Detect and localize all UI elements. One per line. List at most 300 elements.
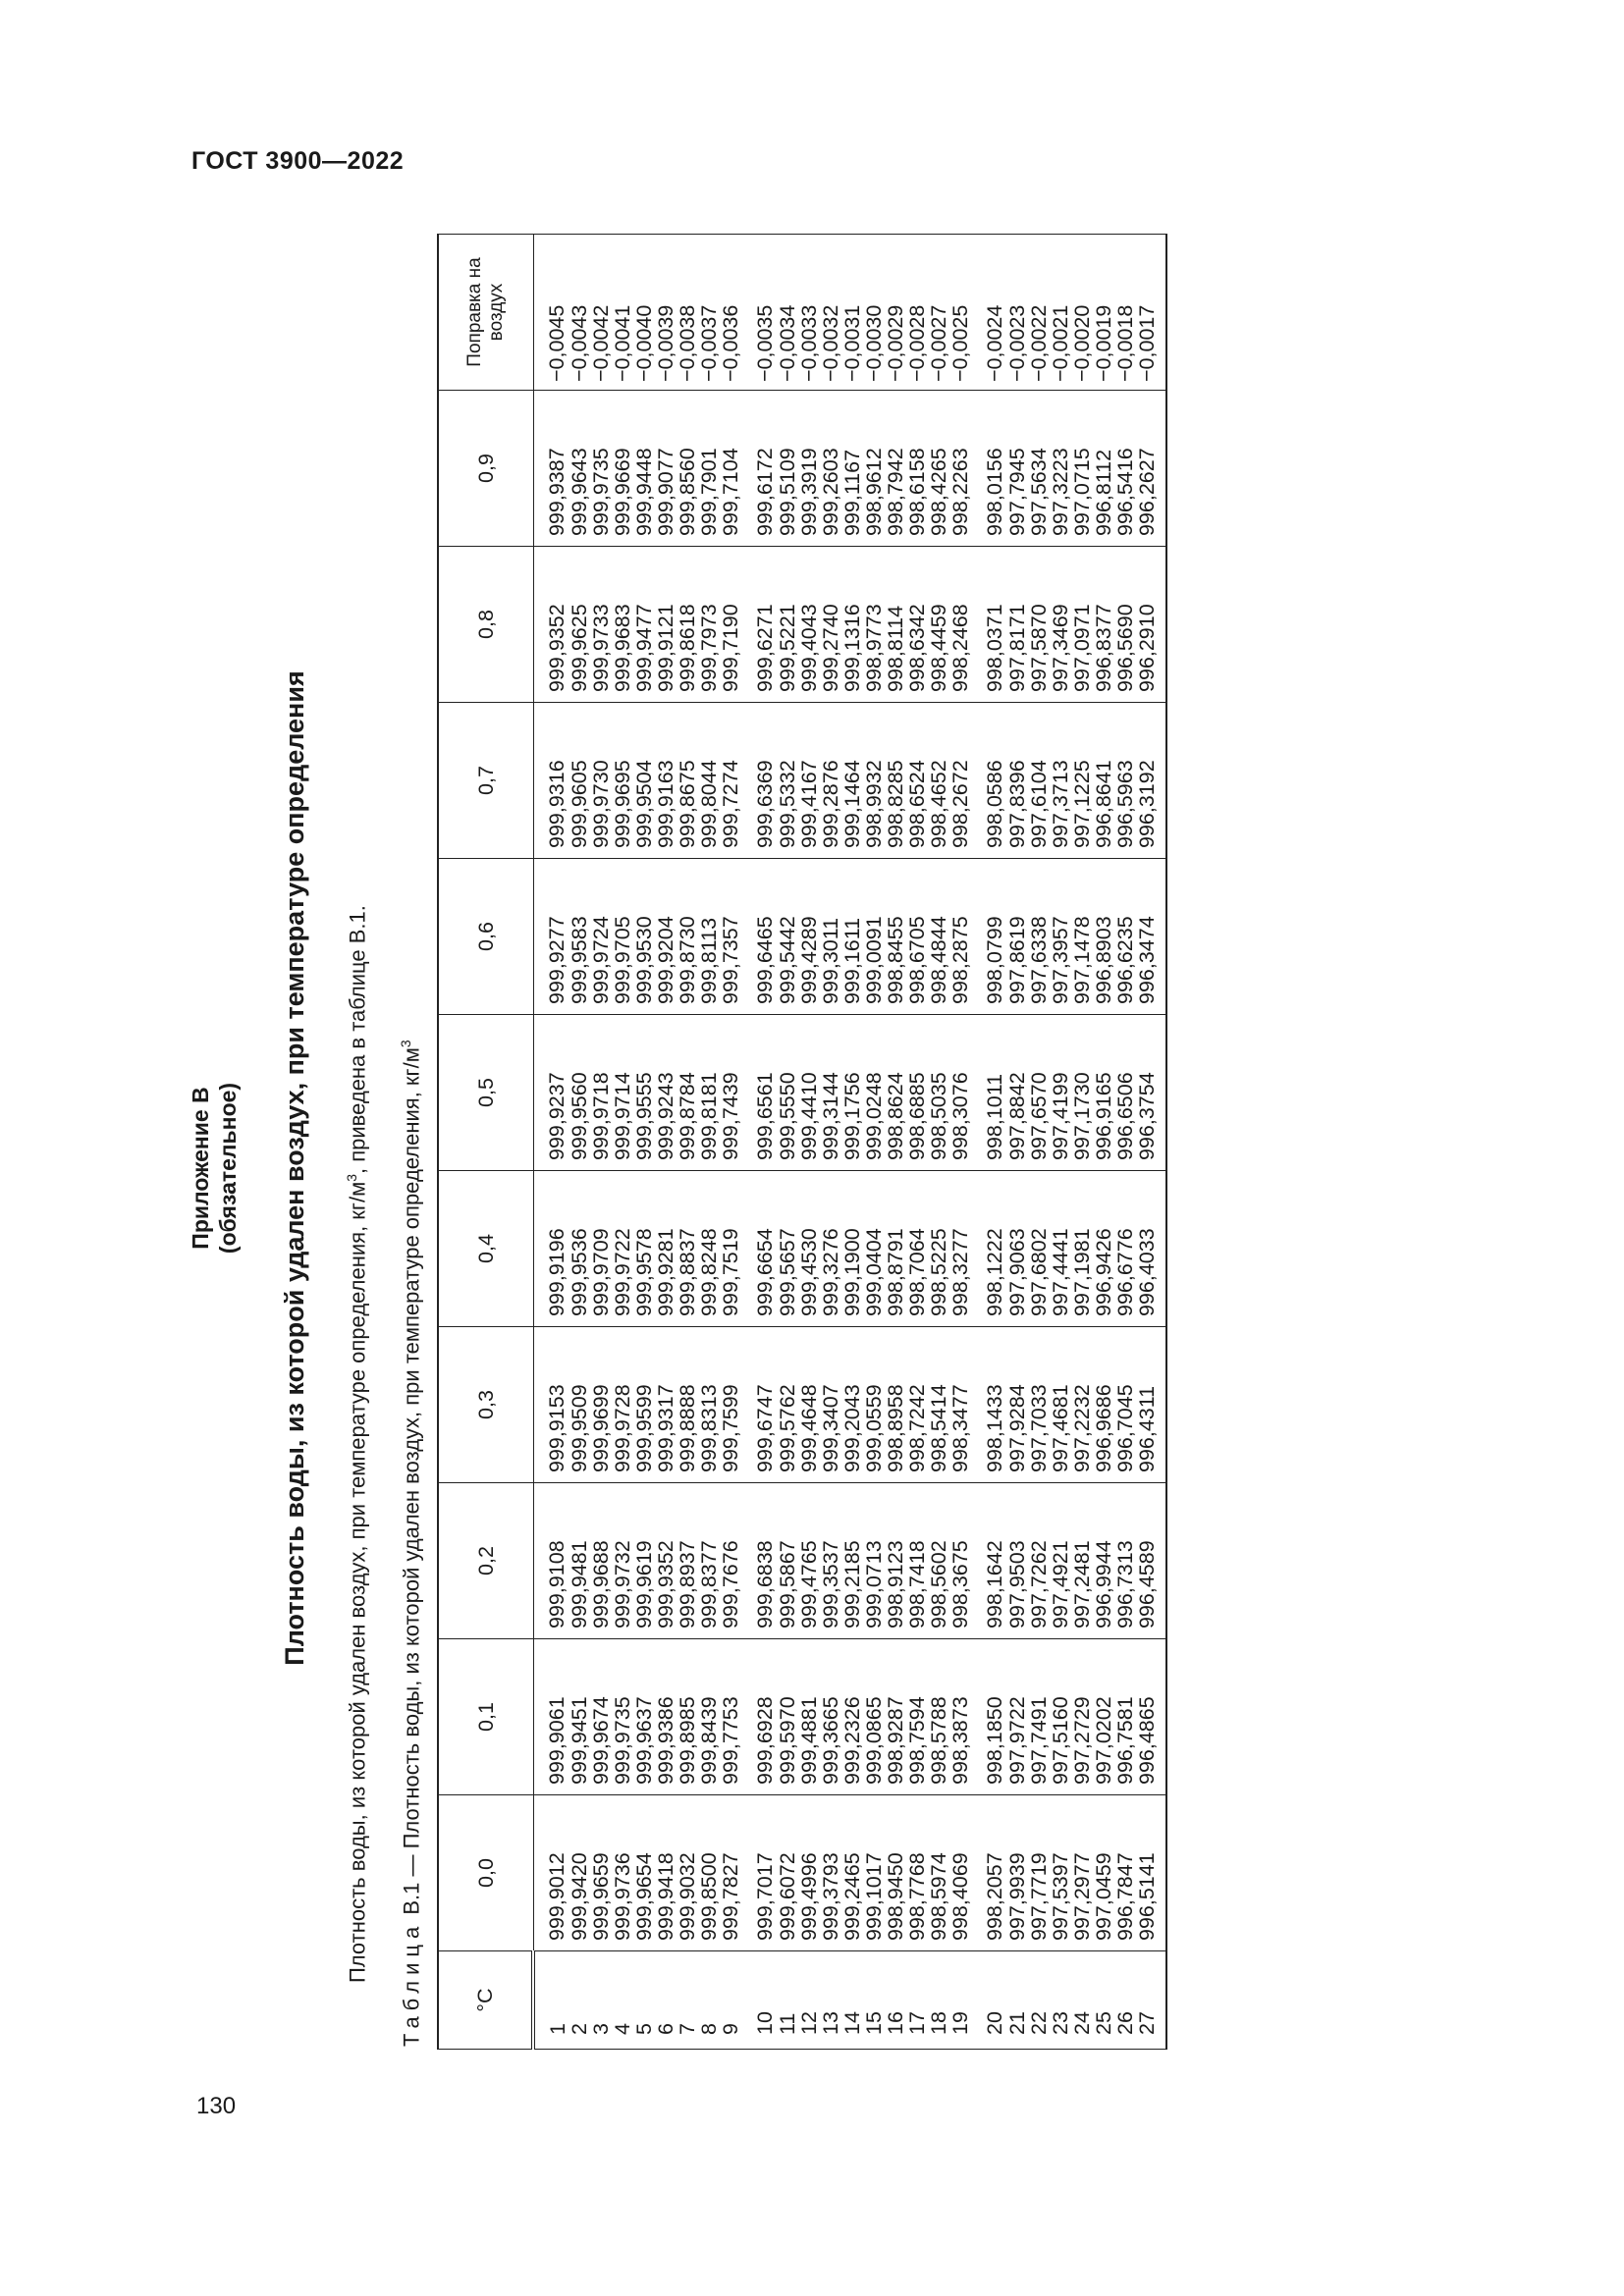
density-cell: 998,1222 bbox=[971, 1171, 1006, 1327]
table-row bbox=[971, 235, 1006, 2050]
density-cell: 999,9481 bbox=[568, 1483, 590, 1639]
density-cell: 998,8455 bbox=[885, 859, 906, 1015]
density-cell: 998,6342 bbox=[906, 547, 928, 703]
density-cell: 999,3919 bbox=[798, 391, 820, 547]
density-cell: 999,1167 bbox=[841, 391, 863, 547]
table-caption-sup: 3 bbox=[398, 1040, 413, 1048]
density-cell: 998,9773 bbox=[863, 547, 885, 703]
density-cell: 999,0865 bbox=[863, 1639, 885, 1795]
density-cell: 996,4865 bbox=[1136, 1639, 1166, 1795]
density-cell: 996,9944 bbox=[1093, 1483, 1114, 1639]
table-body bbox=[533, 235, 1166, 2050]
density-cell: 999,8784 bbox=[677, 1015, 698, 1171]
density-cell: 998,8958 bbox=[885, 1327, 906, 1483]
temperature-cell: 23 bbox=[1050, 1951, 1071, 2050]
density-cell: 996,5416 bbox=[1114, 391, 1136, 547]
density-cell: 999,0091 bbox=[863, 859, 885, 1015]
temperature-cell: 24 bbox=[1071, 1951, 1093, 2050]
density-cell: 998,4265 bbox=[928, 391, 949, 547]
temperature-cell: 22 bbox=[1028, 1951, 1050, 2050]
density-cell: 999,5442 bbox=[777, 859, 798, 1015]
density-cell: 999,5867 bbox=[777, 1483, 798, 1639]
density-cell: 998,8791 bbox=[885, 1171, 906, 1327]
table-header bbox=[438, 235, 533, 2050]
density-cell: 999,6654 bbox=[741, 1171, 777, 1327]
density-cell: 999,8560 bbox=[677, 391, 698, 547]
density-cell: 999,7190 bbox=[720, 547, 741, 703]
density-cell: 999,5550 bbox=[777, 1015, 798, 1171]
density-cell: 998,6524 bbox=[906, 703, 928, 859]
temperature-cell: 3 bbox=[590, 1951, 612, 2050]
density-cell: 999,8044 bbox=[698, 703, 720, 859]
density-cell: 997,8396 bbox=[1006, 703, 1028, 859]
appendix-title: Приложение В bbox=[188, 1087, 213, 1250]
density-cell: 998,0586 bbox=[971, 703, 1006, 859]
density-cell: 999,0559 bbox=[863, 1327, 885, 1483]
density-cell: 999,2740 bbox=[820, 547, 841, 703]
density-cell: 997,1981 bbox=[1071, 1171, 1093, 1327]
density-cell: 996,5690 bbox=[1114, 547, 1136, 703]
density-cell: 998,9450 bbox=[885, 1795, 906, 1951]
density-cell: 999,9277 bbox=[533, 859, 568, 1015]
density-cell: 998,3076 bbox=[949, 1015, 971, 1171]
density-cell: 999,9196 bbox=[533, 1171, 568, 1327]
table-row bbox=[590, 235, 612, 2050]
density-cell: 999,8181 bbox=[698, 1015, 720, 1171]
table-row bbox=[698, 235, 720, 2050]
table-row bbox=[1071, 235, 1093, 2050]
density-cell: 999,9418 bbox=[655, 1795, 677, 1951]
table-row bbox=[885, 235, 906, 2050]
density-cell: 999,8248 bbox=[698, 1171, 720, 1327]
density-cell: 998,2672 bbox=[949, 703, 971, 859]
density-cell: 997,1225 bbox=[1071, 703, 1093, 859]
density-cell: 999,8313 bbox=[698, 1327, 720, 1483]
density-cell: 999,9237 bbox=[533, 1015, 568, 1171]
table-row bbox=[568, 235, 590, 2050]
column-header: 0,7 bbox=[438, 703, 533, 859]
density-cell: 997,6104 bbox=[1028, 703, 1050, 859]
density-cell: 999,9722 bbox=[612, 1171, 633, 1327]
air-correction-cell: −0,0038 bbox=[677, 235, 698, 391]
density-cell: 996,8377 bbox=[1093, 547, 1114, 703]
density-cell: 996,7045 bbox=[1114, 1327, 1136, 1483]
density-cell: 996,6776 bbox=[1114, 1171, 1136, 1327]
header-row bbox=[438, 235, 533, 2050]
density-cell: 999,3144 bbox=[820, 1015, 841, 1171]
density-cell: 999,1017 bbox=[863, 1795, 885, 1951]
temperature-cell: 8 bbox=[698, 1951, 720, 2050]
density-cell: 997,4681 bbox=[1050, 1327, 1071, 1483]
density-cell: 998,4652 bbox=[928, 703, 949, 859]
density-cell: 999,9695 bbox=[612, 703, 633, 859]
density-cell: 999,2603 bbox=[820, 391, 841, 547]
air-correction-cell: −0,0032 bbox=[820, 235, 841, 391]
density-cell: 999,3665 bbox=[820, 1639, 841, 1795]
density-cell: 998,5225 bbox=[928, 1171, 949, 1327]
density-cell: 999,7676 bbox=[720, 1483, 741, 1639]
density-cell: 998,3873 bbox=[949, 1639, 971, 1795]
density-cell: 997,7945 bbox=[1006, 391, 1028, 547]
density-table bbox=[437, 234, 1167, 2050]
density-cell: 997,4199 bbox=[1050, 1015, 1071, 1171]
density-cell: 997,0202 bbox=[1093, 1639, 1114, 1795]
density-cell: 999,5657 bbox=[777, 1171, 798, 1327]
density-cell: 999,5332 bbox=[777, 703, 798, 859]
density-cell: 996,9686 bbox=[1093, 1327, 1114, 1483]
density-cell: 999,9637 bbox=[633, 1639, 655, 1795]
table-row bbox=[820, 235, 841, 2050]
temperature-cell: 20 bbox=[971, 1951, 1006, 2050]
document-code: ГОСТ 3900—2022 bbox=[191, 147, 405, 175]
density-cell: 999,9736 bbox=[612, 1795, 633, 1951]
table-row bbox=[906, 235, 928, 2050]
density-cell: 997,2232 bbox=[1071, 1327, 1093, 1483]
density-cell: 999,4996 bbox=[798, 1795, 820, 1951]
density-cell: 999,7274 bbox=[720, 703, 741, 859]
density-cell: 996,2627 bbox=[1136, 391, 1166, 547]
density-cell: 998,7594 bbox=[906, 1639, 928, 1795]
density-cell: 997,3469 bbox=[1050, 547, 1071, 703]
density-cell: 999,8618 bbox=[677, 547, 698, 703]
density-cell: 997,8619 bbox=[1006, 859, 1028, 1015]
density-cell: 998,0371 bbox=[971, 547, 1006, 703]
air-correction-cell: −0,0030 bbox=[863, 235, 885, 391]
temperature-cell: 27 bbox=[1136, 1951, 1166, 2050]
temperature-cell: 2 bbox=[568, 1951, 590, 2050]
density-cell: 999,9735 bbox=[590, 391, 612, 547]
density-cell: 999,9654 bbox=[633, 1795, 655, 1951]
column-header: 0,9 bbox=[438, 391, 533, 547]
density-cell: 999,6465 bbox=[741, 859, 777, 1015]
density-cell: 999,9732 bbox=[612, 1483, 633, 1639]
density-cell: 999,9578 bbox=[633, 1171, 655, 1327]
density-cell: 996,8641 bbox=[1093, 703, 1114, 859]
density-cell: 999,7599 bbox=[720, 1327, 741, 1483]
density-cell: 998,7418 bbox=[906, 1483, 928, 1639]
density-cell: 999,6928 bbox=[741, 1639, 777, 1795]
density-cell: 999,9061 bbox=[533, 1639, 568, 1795]
density-cell: 999,4530 bbox=[798, 1171, 820, 1327]
density-cell: 997,5634 bbox=[1028, 391, 1050, 547]
density-cell: 999,9714 bbox=[612, 1015, 633, 1171]
density-cell: 999,9153 bbox=[533, 1327, 568, 1483]
page-number: 130 bbox=[196, 2093, 237, 2119]
density-cell: 996,7847 bbox=[1114, 1795, 1136, 1951]
density-cell: 999,9108 bbox=[533, 1483, 568, 1639]
density-cell: 996,7581 bbox=[1114, 1639, 1136, 1795]
density-cell: 999,0248 bbox=[863, 1015, 885, 1171]
density-cell: 999,5109 bbox=[777, 391, 798, 547]
density-cell: 998,0156 bbox=[971, 391, 1006, 547]
density-cell: 999,7901 bbox=[698, 391, 720, 547]
density-cell: 999,9724 bbox=[590, 859, 612, 1015]
density-cell: 996,4589 bbox=[1136, 1483, 1166, 1639]
density-cell: 999,9032 bbox=[677, 1795, 698, 1951]
density-cell: 996,5141 bbox=[1136, 1795, 1166, 1951]
density-cell: 999,9688 bbox=[590, 1483, 612, 1639]
density-cell: 999,6747 bbox=[741, 1327, 777, 1483]
density-cell: 999,2185 bbox=[841, 1483, 863, 1639]
density-cell: 998,1433 bbox=[971, 1327, 1006, 1483]
density-cell: 999,9555 bbox=[633, 1015, 655, 1171]
density-cell: 997,9722 bbox=[1006, 1639, 1028, 1795]
density-cell: 999,9121 bbox=[655, 547, 677, 703]
table-row bbox=[633, 235, 655, 2050]
intro-paragraph bbox=[344, 905, 370, 1983]
density-cell: 999,9386 bbox=[655, 1639, 677, 1795]
density-cell: 999,6271 bbox=[741, 547, 777, 703]
table-row bbox=[949, 235, 971, 2050]
table-row bbox=[1114, 235, 1136, 2050]
air-correction-cell: −0,0019 bbox=[1093, 235, 1114, 391]
density-cell: 998,8285 bbox=[885, 703, 906, 859]
density-cell: 997,9284 bbox=[1006, 1327, 1028, 1483]
density-cell: 999,9451 bbox=[568, 1639, 590, 1795]
density-cell: 998,3277 bbox=[949, 1171, 971, 1327]
density-cell: 997,3713 bbox=[1050, 703, 1071, 859]
density-cell: 996,8903 bbox=[1093, 859, 1114, 1015]
air-correction-cell: −0,0029 bbox=[885, 235, 906, 391]
density-cell: 999,9619 bbox=[633, 1483, 655, 1639]
intro-sup: 3 bbox=[344, 1174, 359, 1182]
density-cell: 997,4921 bbox=[1050, 1483, 1071, 1639]
air-correction-cell: −0,0039 bbox=[655, 235, 677, 391]
density-cell: 997,0715 bbox=[1071, 391, 1093, 547]
density-cell: 999,9317 bbox=[655, 1327, 677, 1483]
temperature-cell: 17 bbox=[906, 1951, 928, 2050]
density-cell: 997,9063 bbox=[1006, 1171, 1028, 1327]
density-cell: 999,9735 bbox=[612, 1639, 633, 1795]
density-cell: 997,3957 bbox=[1050, 859, 1071, 1015]
density-cell: 999,4648 bbox=[798, 1327, 820, 1483]
density-cell: 999,8500 bbox=[698, 1795, 720, 1951]
density-cell: 999,9163 bbox=[655, 703, 677, 859]
density-cell: 999,7827 bbox=[720, 1795, 741, 1951]
density-cell: 999,8439 bbox=[698, 1639, 720, 1795]
density-cell: 997,1478 bbox=[1071, 859, 1093, 1015]
density-cell: 999,9625 bbox=[568, 547, 590, 703]
density-cell: 998,6705 bbox=[906, 859, 928, 1015]
density-cell: 999,9530 bbox=[633, 859, 655, 1015]
density-cell: 997,4441 bbox=[1050, 1171, 1071, 1327]
density-cell: 999,3793 bbox=[820, 1795, 841, 1951]
density-cell: 998,2057 bbox=[971, 1795, 1006, 1951]
table-row bbox=[798, 235, 820, 2050]
density-cell: 999,6561 bbox=[741, 1015, 777, 1171]
table-row bbox=[1093, 235, 1114, 2050]
table-row bbox=[777, 235, 798, 2050]
density-cell: 999,4167 bbox=[798, 703, 820, 859]
column-header: 0,0 bbox=[438, 1795, 533, 1951]
density-cell: 999,7973 bbox=[698, 547, 720, 703]
density-cell: 997,8842 bbox=[1006, 1015, 1028, 1171]
air-correction-cell: −0,0022 bbox=[1028, 235, 1050, 391]
density-cell: 999,6369 bbox=[741, 703, 777, 859]
density-cell: 997,7719 bbox=[1028, 1795, 1050, 1951]
density-cell: 999,8675 bbox=[677, 703, 698, 859]
density-cell: 999,2326 bbox=[841, 1639, 863, 1795]
density-cell: 998,9123 bbox=[885, 1483, 906, 1639]
density-cell: 999,1611 bbox=[841, 859, 863, 1015]
density-cell: 999,9420 bbox=[568, 1795, 590, 1951]
density-cell: 998,1011 bbox=[971, 1015, 1006, 1171]
density-cell: 999,9509 bbox=[568, 1327, 590, 1483]
table-row bbox=[1136, 235, 1166, 2050]
density-cell: 997,7033 bbox=[1028, 1327, 1050, 1483]
column-header: 0,6 bbox=[438, 859, 533, 1015]
table-row bbox=[655, 235, 677, 2050]
density-cell: 998,8114 bbox=[885, 547, 906, 703]
density-cell: 999,6838 bbox=[741, 1483, 777, 1639]
density-cell: 999,9316 bbox=[533, 703, 568, 859]
density-cell: 999,9733 bbox=[590, 547, 612, 703]
density-cell: 997,6338 bbox=[1028, 859, 1050, 1015]
density-cell: 997,3223 bbox=[1050, 391, 1071, 547]
density-cell: 998,5414 bbox=[928, 1327, 949, 1483]
air-correction-cell: −0,0035 bbox=[741, 235, 777, 391]
density-cell: 999,5762 bbox=[777, 1327, 798, 1483]
density-cell: 996,4311 bbox=[1136, 1327, 1166, 1483]
density-cell: 998,7064 bbox=[906, 1171, 928, 1327]
density-cell: 996,9165 bbox=[1093, 1015, 1114, 1171]
density-cell: 998,2263 bbox=[949, 391, 971, 547]
density-cell: 998,4459 bbox=[928, 547, 949, 703]
density-cell: 999,7439 bbox=[720, 1015, 741, 1171]
density-cell: 999,8985 bbox=[677, 1639, 698, 1795]
density-cell: 997,2729 bbox=[1071, 1639, 1093, 1795]
density-cell: 997,9939 bbox=[1006, 1795, 1028, 1951]
density-cell: 999,9243 bbox=[655, 1015, 677, 1171]
air-correction-cell: −0,0033 bbox=[798, 235, 820, 391]
temperature-cell: 9 bbox=[720, 1951, 741, 2050]
density-cell: 998,1850 bbox=[971, 1639, 1006, 1795]
density-cell: 996,7313 bbox=[1114, 1483, 1136, 1639]
temperature-cell: 12 bbox=[798, 1951, 820, 2050]
density-cell: 998,1642 bbox=[971, 1483, 1006, 1639]
density-cell: 999,6072 bbox=[777, 1795, 798, 1951]
density-cell: 999,9718 bbox=[590, 1015, 612, 1171]
density-cell: 997,0459 bbox=[1093, 1795, 1114, 1951]
density-cell: 996,5963 bbox=[1114, 703, 1136, 859]
density-cell: 999,0404 bbox=[863, 1171, 885, 1327]
rotated-content bbox=[187, 236, 1492, 2101]
appendix-status: (обязательное) bbox=[215, 1082, 241, 1255]
column-header: 0,8 bbox=[438, 547, 533, 703]
density-cell: 997,1730 bbox=[1071, 1015, 1093, 1171]
density-cell: 999,9730 bbox=[590, 703, 612, 859]
density-cell: 999,9536 bbox=[568, 1171, 590, 1327]
density-cell: 999,5221 bbox=[777, 547, 798, 703]
density-cell: 999,4765 bbox=[798, 1483, 820, 1639]
table-row bbox=[863, 235, 885, 2050]
density-cell: 999,9281 bbox=[655, 1171, 677, 1327]
air-correction-cell: −0,0024 bbox=[971, 235, 1006, 391]
density-cell: 999,9352 bbox=[533, 547, 568, 703]
temperature-cell: 18 bbox=[928, 1951, 949, 2050]
density-cell: 997,5870 bbox=[1028, 547, 1050, 703]
density-cell: 999,9643 bbox=[568, 391, 590, 547]
intro-text: Плотность воды, из которой удален воздух, при температуре определения, кг/м bbox=[345, 1181, 370, 1983]
density-cell: 996,8112 bbox=[1093, 391, 1114, 547]
column-header: 0,5 bbox=[438, 1015, 533, 1171]
air-correction-cell: −0,0034 bbox=[777, 235, 798, 391]
density-cell: 999,3407 bbox=[820, 1327, 841, 1483]
density-cell: 999,9605 bbox=[568, 703, 590, 859]
density-cell: 997,7262 bbox=[1028, 1483, 1050, 1639]
density-cell: 999,7357 bbox=[720, 859, 741, 1015]
density-cell: 999,9699 bbox=[590, 1327, 612, 1483]
density-cell: 999,9583 bbox=[568, 859, 590, 1015]
density-cell: 998,6158 bbox=[906, 391, 928, 547]
air-correction-cell: −0,0042 bbox=[590, 235, 612, 391]
table-row bbox=[928, 235, 949, 2050]
density-cell: 998,8624 bbox=[885, 1015, 906, 1171]
density-cell: 999,9683 bbox=[612, 547, 633, 703]
table-row bbox=[720, 235, 741, 2050]
density-cell: 996,6235 bbox=[1114, 859, 1136, 1015]
density-cell: 999,9705 bbox=[612, 859, 633, 1015]
density-cell: 997,2481 bbox=[1071, 1483, 1093, 1639]
density-cell: 999,4881 bbox=[798, 1639, 820, 1795]
density-cell: 999,9560 bbox=[568, 1015, 590, 1171]
density-cell: 997,6802 bbox=[1028, 1171, 1050, 1327]
temperature-cell: 4 bbox=[612, 1951, 633, 2050]
air-correction-cell: −0,0043 bbox=[568, 235, 590, 391]
density-cell: 999,3011 bbox=[820, 859, 841, 1015]
temperature-cell: 21 bbox=[1006, 1951, 1028, 2050]
density-cell: 996,3474 bbox=[1136, 859, 1166, 1015]
air-correction-cell: −0,0018 bbox=[1114, 235, 1136, 391]
temperature-cell: 1 bbox=[533, 1951, 568, 2050]
air-correction-cell: −0,0045 bbox=[533, 235, 568, 391]
density-cell: 999,9728 bbox=[612, 1327, 633, 1483]
density-cell: 998,7942 bbox=[885, 391, 906, 547]
density-cell: 999,4289 bbox=[798, 859, 820, 1015]
table-row bbox=[612, 235, 633, 2050]
density-cell: 999,8888 bbox=[677, 1327, 698, 1483]
density-cell: 998,5035 bbox=[928, 1015, 949, 1171]
temperature-cell: 15 bbox=[863, 1951, 885, 2050]
temperature-cell: 5 bbox=[633, 1951, 655, 2050]
density-cell: 999,9709 bbox=[590, 1171, 612, 1327]
table-caption bbox=[398, 1040, 424, 2047]
density-cell: 997,6570 bbox=[1028, 1015, 1050, 1171]
air-correction-cell: −0,0041 bbox=[612, 235, 633, 391]
density-cell: 999,2465 bbox=[841, 1795, 863, 1951]
density-cell: 996,9426 bbox=[1093, 1171, 1114, 1327]
density-cell: 998,9932 bbox=[863, 703, 885, 859]
density-cell: 998,6885 bbox=[906, 1015, 928, 1171]
appendix-heading bbox=[187, 236, 242, 2101]
density-cell: 998,2468 bbox=[949, 547, 971, 703]
density-cell: 999,9077 bbox=[655, 391, 677, 547]
density-cell: 999,9504 bbox=[633, 703, 655, 859]
table-row bbox=[741, 235, 777, 2050]
density-cell: 999,8113 bbox=[698, 859, 720, 1015]
temperature-cell: 26 bbox=[1114, 1951, 1136, 2050]
table-row bbox=[1006, 235, 1028, 2050]
density-cell: 998,4844 bbox=[928, 859, 949, 1015]
density-cell: 999,7017 bbox=[741, 1795, 777, 1951]
density-cell: 999,1316 bbox=[841, 547, 863, 703]
density-cell: 998,7242 bbox=[906, 1327, 928, 1483]
temperature-cell: 13 bbox=[820, 1951, 841, 2050]
column-header: 0,3 bbox=[438, 1327, 533, 1483]
density-cell: 998,9287 bbox=[885, 1639, 906, 1795]
density-table-wrapper bbox=[437, 234, 1167, 2050]
density-cell: 999,0713 bbox=[863, 1483, 885, 1639]
